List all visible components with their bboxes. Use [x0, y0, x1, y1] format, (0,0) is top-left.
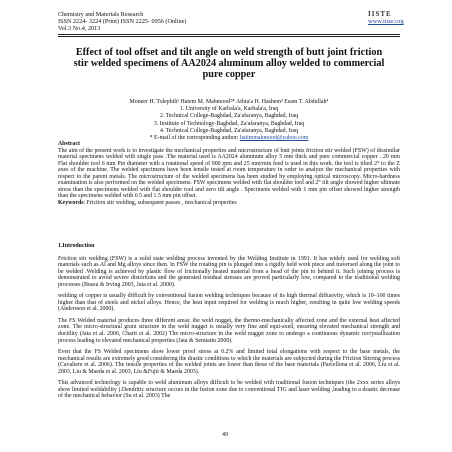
corr-email-link[interactable]: hatimmahmood@yahoo.com [239, 135, 309, 142]
affiliation-3: 3. Institute of Technology-Baghdad, Za'afaranya, Baghdad, Iraq [153, 120, 305, 127]
intro-paragraph-5: This advanced technology is capable to weld aluminum alloys difficult to be welded with traditional fusion techniques (the 2xxx series alloys show limited weldability ).Dendritic structure occurs in the fusion zone due to conventional TIG and laser welding ,leading to a drastic decrease of the mechanical behavior (Su et al. 2003) The [58, 380, 400, 400]
corr-label: * E-mail of the corresponding author: [149, 135, 240, 142]
journal-issn: ISSN 2224- 3224 (Print) ISSN 2225- 0956 (Online) [58, 18, 187, 26]
affiliation-4: 4. Technical College-Baghdad, Za'afaranya, Baghdad, Iraq [159, 127, 299, 134]
header-rule-2 [58, 36, 400, 37]
logo-url[interactable]: www.iiste.org [368, 18, 404, 25]
iiste-logo [368, 10, 404, 25]
abstract-heading: Abstract [58, 141, 80, 147]
journal-header [58, 11, 186, 33]
intro-heading: 1.Introduction [58, 243, 95, 249]
intro-paragraph-4: Even that the FS Welded specimens show lower proof stress at 0.2% and limited total elongations with respect to the base metals, the mechanical results are extremely good considering the drastic conditions to which the materials are subjected during the Friction Stirring process (Cavaliere et al. 2006). The tensile properties of the welded joints are lower than those of the base materials (Parcellona et al. 2006, Liu et al. 2003, Liu & Maeda et al. 2003, Liu &Fujii & Maeda 2003). [58, 349, 400, 375]
keywords-line [58, 200, 400, 207]
abstract-text: The aim of the present work is to investigate the mechanical properties and microstructure of butt joints friction stir welded (FSW) of dissimilar material specimens welded with single pass .The material used is AA2024 aluminum alloy 5 mm thick and pure commercial copper . 20 mm Flat shoulder tool 6 mm Pin diameter with a rotational speed of 900 rpm and 25 mm/min feed is used in this work. the tool is tilted 2° to the Z axes of the machine. The welded specimens have been tensile tested at room temperature in order to analyze the mechanical properties with respect to the parent metals. The microstructure of the welded specimens has been studied by employing optical microscopy. Micro-hardness examination is also performed on the welded specimens. FSW specimens welded with flat shoulder tool and 2° tilt angle showed higher ultimate stress than the specimens welded with flat shoulder tool and zero tilt angle . Specimens welded with 1 mm pin offset showed higher strength than the specimens welded with 0.5 and 1.5 mm pin offset. [58, 147, 400, 200]
introduction-section [58, 243, 400, 400]
journal-name: Chemistry and Materials Research [58, 11, 144, 18]
author-block [70, 99, 388, 142]
header-rule [58, 34, 400, 35]
affiliation-2: 2. Technical College-Baghdad, Za'afaranya, Baghdad, Iraq [159, 113, 299, 120]
author-names: Moneer H. Tolephih¹ Hatem M. Mahmood²* Athra'a H. Hashem³ Esam T. Abdullah⁴ [129, 99, 329, 105]
paper-title: Effect of tool offset and tilt angle on weld strength of butt joint friction stir welded specimens of AA2024 aluminum alloy welded to commercial pure copper [73, 47, 385, 80]
intro-paragraph-2: welding of copper is usually difficult by conventional fusion welding techniques because of its high thermal diffusivity, which is 10–100 times higher than that of steels and nickel alloys. Hence, the heat input required for welding is much higher, resulting in quite low welding speeds (Andersson et al. 2000). [58, 293, 400, 313]
logo-text: IISTE [368, 10, 392, 18]
intro-paragraph-3: The FS Welded material produces three different areas: the weld nugget, the thermo-mechanically affected zone and the external heat affected zone. The micro-structural grain structure in the weld nugget is usually very fine and equi-axed, ensuring elevated mechanical strength and ductility (Jata et al. 2000, Charit et al. 2002) The micro-structure in the weld nugget zone to undergo a continuous dynamic recrystallization process leading to elevated mechanical properties (Jata & Semiatin 2000). [58, 317, 400, 344]
keywords-text: : Friction stir welding, subsequent passes , mechanical properties [83, 199, 237, 206]
affiliation-1: 1. University of Karbala'a, Karbala'a, Iraq [179, 106, 279, 113]
intro-paragraph-1: Friction stir welding (FSW) is a solid state welding process invented by the Welding Institute in 1991. It has widely used for welding soft materials such as Al and Mg alloys since then. In FSW the rotating pin is plunged into a rigidly held work piece and traversed along the joint to be welded .Welding is achieved by plastic flow of frictionally heated material from a head of the pin to behind it. Such joining process is demonstrated to avoid severe distortions and the generated residual stresses are proved particularly low, compared to the traditional welding processes (Bussu & Irving 2003, Jata et al. 2000). [58, 255, 400, 288]
page-number: 49 [222, 432, 228, 438]
journal-volume: Vol.3 No.4, 2013 [58, 25, 101, 33]
abstract-section [58, 141, 400, 206]
keywords-label: Keywords [58, 199, 84, 206]
